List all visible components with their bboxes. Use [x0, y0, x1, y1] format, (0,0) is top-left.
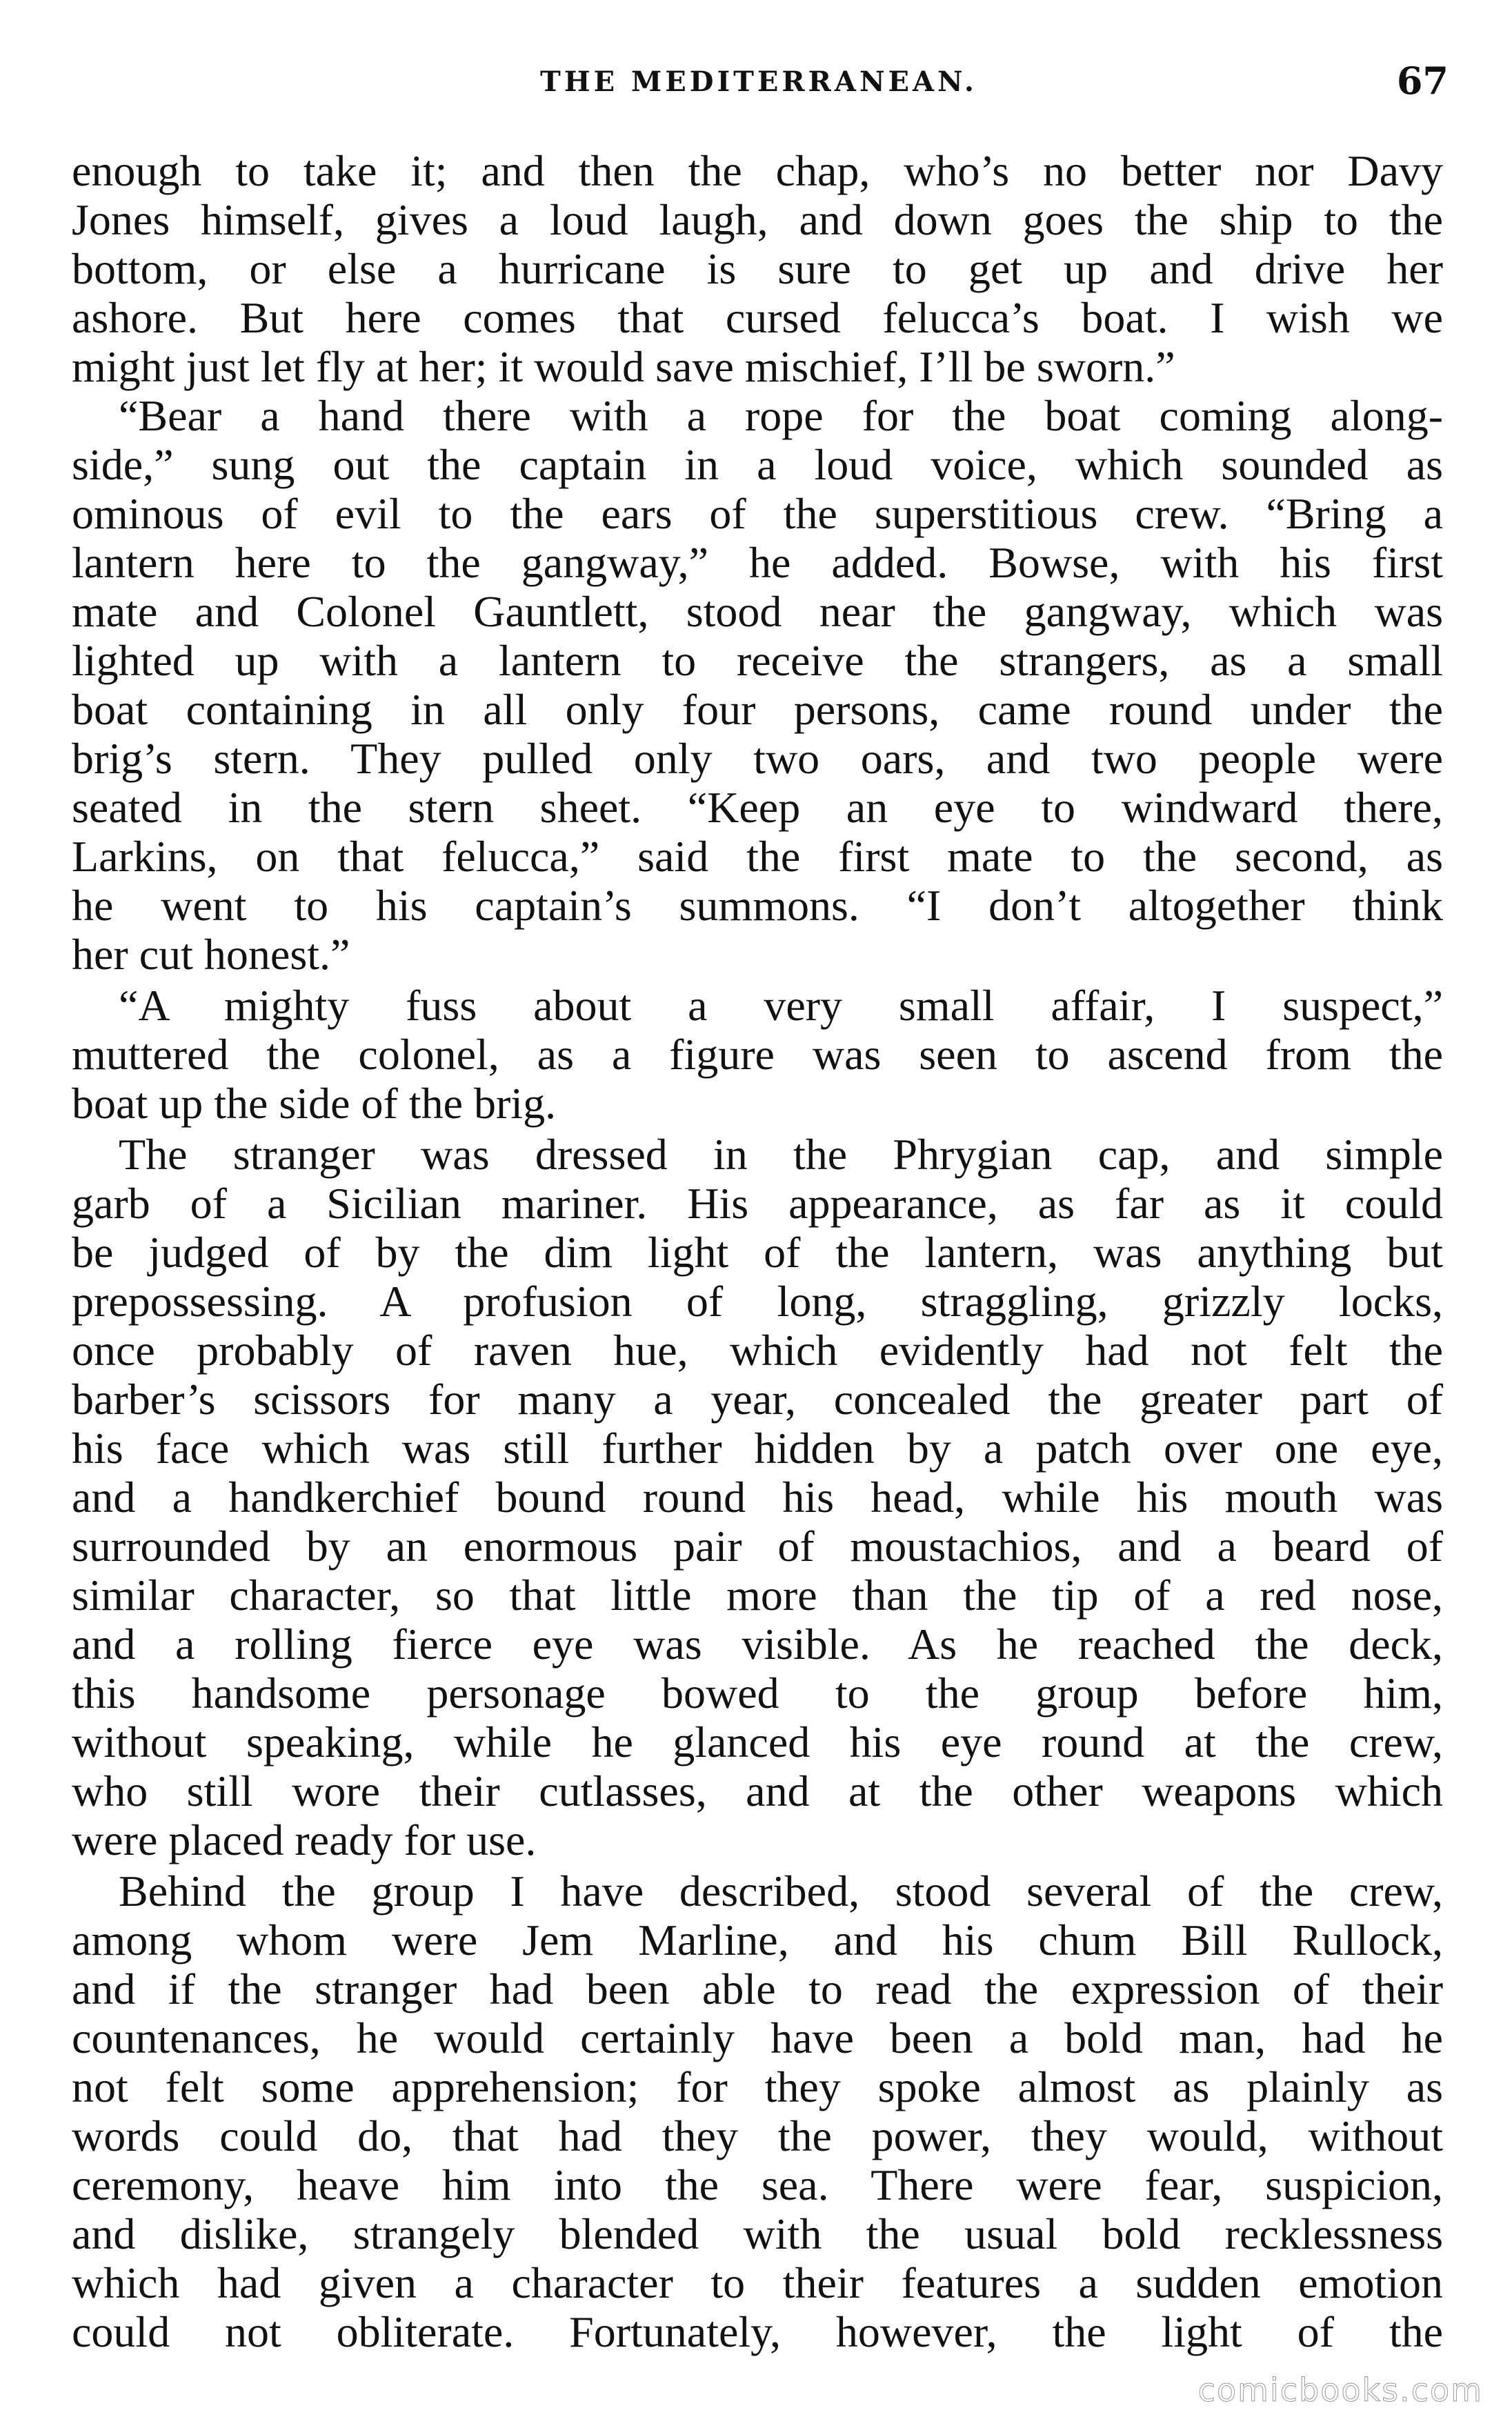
text-line: similar character, so that little more than the tip of a red nose, [72, 1571, 1443, 1620]
text-line: enough to take it; and then the chap, who’s no better nor Davy [72, 146, 1443, 195]
text-line: side,” sung out the captain in a loud voice, which sounded as [72, 440, 1443, 489]
text-line: and dislike, strangely blended with the usual bold recklessness [72, 2209, 1443, 2258]
watermark: comicbooks.com [1197, 2371, 1483, 2409]
text-line: “Bear a hand there with a rope for the boat coming along- [119, 391, 1443, 440]
text-line: Jones himself, gives a loud laugh, and down goes the ship to the [72, 195, 1443, 244]
text-line: without speaking, while he glanced his eye round at the crew, [72, 1718, 1443, 1767]
text-line: he went to his captain’s summons. “I don’t altogether think [72, 881, 1443, 930]
text-line: could not obliterate. Fortunately, however, the light of the [72, 2307, 1443, 2356]
text-line: garb of a Sicilian mariner. His appearance, as far as it could [72, 1179, 1443, 1228]
text-line: mate and Colonel Gauntlett, stood near the gangway, which was [72, 587, 1443, 636]
text-line: The stranger was dressed in the Phrygian cap, and simple [119, 1130, 1443, 1179]
text-line: seated in the stern sheet. “Keep an eye to windward there, [72, 783, 1443, 832]
text-line: words could do, that had they the power, they would, without [72, 2111, 1443, 2160]
text-line: who still wore their cutlasses, and at the other weapons which [72, 1767, 1443, 1815]
text-line: Behind the group I have described, stood several of the crew, [119, 1867, 1443, 1915]
text-line: Larkins, on that felucca,” said the first mate to the second, as [72, 832, 1443, 881]
text-line: countenances, he would certainly have been a bold man, had he [72, 2013, 1443, 2062]
text-line: prepossessing. A profusion of long, straggling, grizzly locks, [72, 1277, 1443, 1326]
text-line: were placed ready for use. [72, 1815, 537, 1864]
text-line: ominous of evil to the ears of the superstitious crew. “Bring a [72, 489, 1443, 538]
text-line: once probably of raven hue, which evidently had not felt the [72, 1326, 1443, 1375]
text-line: which had given a character to their features a sudden emotion [72, 2258, 1443, 2307]
text-line: bottom, or else a hurricane is sure to get up and drive her [72, 244, 1443, 293]
text-line: lantern here to the gangway,” he added. Bowse, with his first [72, 538, 1443, 587]
text-line: this handsome personage bowed to the group before him, [72, 1669, 1443, 1718]
text-line: muttered the colonel, as a figure was seen to ascend from the [72, 1030, 1443, 1079]
text-line: boat containing in all only four persons, came round under the [72, 685, 1443, 734]
text-line: and if the stranger had been able to read the expression of their [72, 1964, 1443, 2013]
text-line: surrounded by an enormous pair of moustachios, and a beard of [72, 1522, 1443, 1571]
text-line: might just let fly at her; it would save mischief, I’ll be sworn.” [72, 342, 1175, 391]
running-title: THE MEDITERRANEAN. [540, 66, 977, 98]
text-line: and a rolling fierce eye was visible. As he reached the deck, [72, 1620, 1443, 1669]
text-line: and a handkerchief bound round his head, while his mouth was [72, 1473, 1443, 1522]
text-line: brig’s stern. They pulled only two oars, and two people were [72, 734, 1443, 783]
text-line: his face which was still further hidden by a patch over one eye, [72, 1424, 1443, 1473]
text-line: among whom were Jem Marline, and his chum Bill Rullock, [72, 1915, 1443, 1964]
page-number: 67 [1396, 59, 1449, 103]
text-line: her cut honest.” [72, 930, 350, 979]
text-line: not felt some apprehension; for they spoke almost as plainly as [72, 2062, 1443, 2111]
running-head [69, 59, 1449, 128]
text-line: barber’s scissors for many a year, concealed the greater part of [72, 1375, 1443, 1424]
text-line: “A mighty fuss about a very small affair, I suspect,” [119, 981, 1443, 1030]
text-line: ashore. But here comes that cursed felucca’s boat. I wish we [72, 293, 1443, 342]
body-text [72, 146, 1443, 2356]
text-line: ceremony, heave him into the sea. There were fear, suspicion, [72, 2160, 1443, 2209]
text-line: boat up the side of the brig. [72, 1079, 557, 1128]
text-line: lighted up with a lantern to receive the strangers, as a small [72, 636, 1443, 685]
text-line: be judged of by the dim light of the lantern, was anything but [72, 1228, 1443, 1277]
